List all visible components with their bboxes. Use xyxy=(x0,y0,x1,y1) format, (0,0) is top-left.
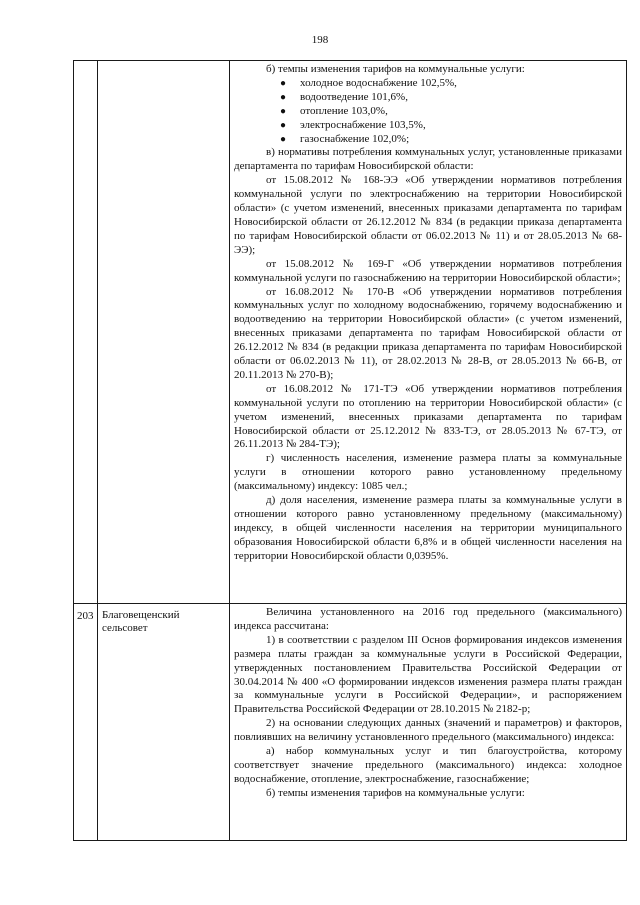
tariff-heading: б) темпы изменения тарифов на коммунальные услуги: xyxy=(266,63,525,75)
municipality-index-table xyxy=(73,60,627,841)
bullet-icon: ● xyxy=(280,91,287,103)
row-number-cell xyxy=(74,61,98,604)
tariff-item-text: отопление 103,0%, xyxy=(300,104,388,117)
paragraph: 1) в соответствии с разделом III Основ формирования индексов изменения размера платы граждан за коммунальные услуги в Российской Федерации, утвержденных постановлением Правительства Российской Федерации от 30.04.2014 № 400 «О формировании индексов изменения размера платы граждан за коммунальные услуги в Российской Федерации», и распоряжением Правительства Российской Федерации от 28.10.2015 № 2182-р; xyxy=(234,633,622,716)
page-number: 198 xyxy=(311,34,329,46)
paragraph: от 16.08.2012 № 170-В «Об утверждении нормативов потребления коммунальных услуг по холодному водоснабжению, горячему водоснабжению и водоотведению на территории Новосибирской области» (с учетом изменений, внесенных приказами департамента по тарифам Новосибирской области от 26.12.2012 № 834 (в редакции приказа департамента по тарифам Новосибирской области от 06.02.2013 № 11), от 28.02.2013 № 28-В, от 28.05.2013 № 66-В, от 20.11.2013 № 270-В); xyxy=(234,285,622,381)
bullet-icon: ● xyxy=(280,133,287,145)
bullet-icon: ● xyxy=(280,77,287,89)
municipality-name-cell: Благовещенский сельсовет xyxy=(98,604,230,841)
list-item xyxy=(278,119,622,133)
tariff-list xyxy=(234,77,622,147)
table-row xyxy=(74,61,627,604)
bullet-icon: ● xyxy=(280,119,287,131)
table-row xyxy=(74,604,627,841)
row-number-cell: 203 xyxy=(74,604,98,841)
paragraph: д) доля населения, изменение размера платы за коммунальные услуги в отношении которого равно установленному предельному (максимальному) индексу, в общей численности населения на территории муниципального образования Новосибирской области 6,8% и в общей численности населения на территории Новосибирской области 0,0395%. xyxy=(234,494,622,562)
bullet-icon: ● xyxy=(280,105,287,117)
tariff-item-text: холодное водоснабжение 102,5%, xyxy=(300,76,457,89)
paragraph: в) нормативы потребления коммунальных услуг, установленные приказами департамента по тарифам Новосибирской области: xyxy=(234,146,622,173)
justification-cell xyxy=(230,604,627,841)
tariff-item-text: электроснабжение 103,5%, xyxy=(300,118,426,131)
list-item xyxy=(278,133,622,147)
municipality-name-cell xyxy=(98,61,230,604)
list-item xyxy=(278,91,622,105)
paragraph: б) темпы изменения тарифов на коммунальные услуги: xyxy=(266,786,525,799)
paragraph: а) набор коммунальных услуг и тип благоустройства, которому соответствует значение предельного (максимального) индекса: холодное водоснабжение, отопление, электроснабжение, газоснабжение; xyxy=(234,745,622,785)
paragraph: от 16.08.2012 № 171-ТЭ «Об утверждении нормативов потребления коммунальной услуги по отоплению на территории Новосибирской области» (с учетом изменений, внесенных приказами департамента по тарифам Новосибирской области от 25.12.2012 № 833-ТЭ, от 28.05.2013 № 67-ТЭ, от 26.11.2013 № 284-ТЭ); xyxy=(234,382,622,451)
paragraph: 2) на основании следующих данных (значений и параметров) и факторов, повлиявших на величину установленного предельного (максимального) индекса: xyxy=(234,717,622,744)
paragraph: от 15.08.2012 № 168-ЭЭ «Об утверждении нормативов потребления коммунальной услуги по электроснабжению на территории Новосибирской области» (с учетом изменений, внесенных приказами департамента по тарифам Новосибирской области от 26.12.2012 № 834 (в редакции приказа департамента по тарифам Новосибирской области от 06.02.2013 № 11) и от 28.05.2013 № 68-ЭЭ); xyxy=(234,174,622,256)
paragraph: от 15.08.2012 № 169-Г «Об утверждении нормативов потребления коммунальной услуги по газоснабжению на территории Новосибирской области»; xyxy=(234,257,622,284)
list-item xyxy=(278,105,622,119)
paragraph: г) численность населения, изменение размера платы за коммунальные услуги в отношении которого равно установленному предельному (максимальному) индексу: 1085 чел.; xyxy=(234,452,622,493)
list-item xyxy=(278,77,622,91)
justification-cell xyxy=(230,61,627,604)
paragraph: Величина установленного на 2016 год предельного (максимального) индекса рассчитана: xyxy=(234,606,622,632)
tariff-item-text: водоотведение 101,6%, xyxy=(300,90,408,103)
tariff-item-text: газоснабжение 102,0%; xyxy=(300,132,410,145)
